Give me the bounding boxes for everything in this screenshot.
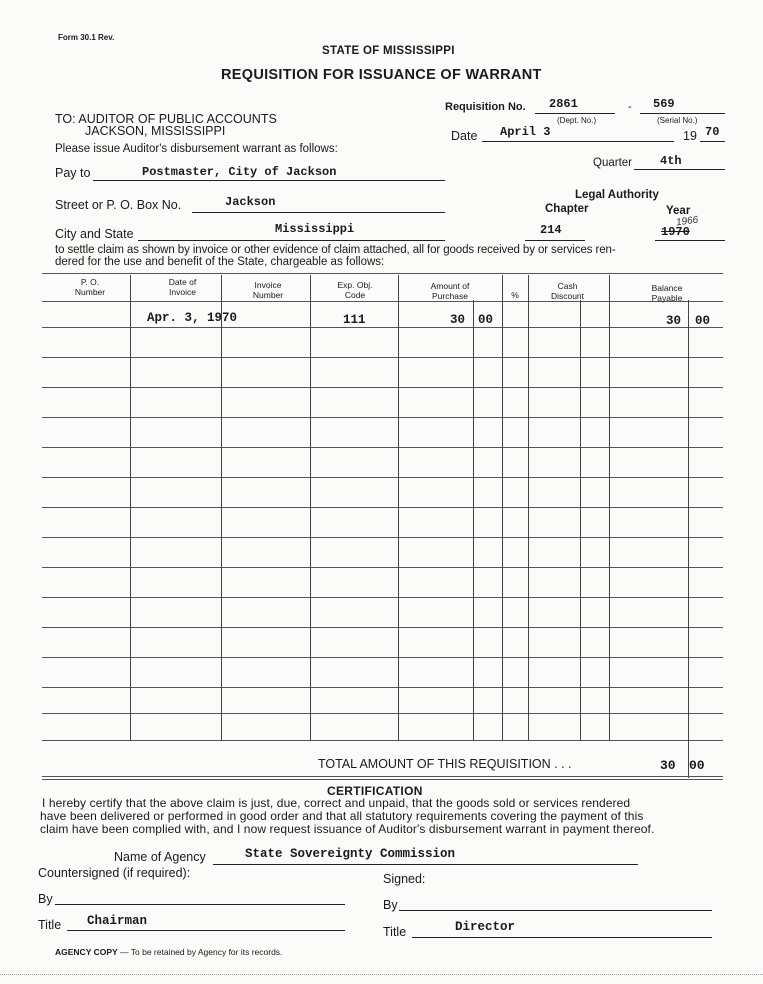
agency-value: State Sovereignty Commission xyxy=(245,847,456,861)
authority-year-value: 1970 xyxy=(661,225,690,239)
table-row-rule xyxy=(42,477,723,478)
table-top-rule xyxy=(42,273,723,274)
dept-no-line xyxy=(535,113,615,114)
city-label: City and State xyxy=(55,227,134,241)
agency-copy-label: AGENCY COPY xyxy=(55,947,118,957)
quarter-value: 4th xyxy=(660,154,682,168)
table-row-rule xyxy=(42,627,723,628)
certification-heading: CERTIFICATION xyxy=(327,784,423,798)
header-percent: % xyxy=(511,290,519,300)
jackson-line: JACKSON, MISSISSIPPI xyxy=(85,124,226,138)
street-value: Jackson xyxy=(225,195,276,209)
left-by-line xyxy=(55,904,345,905)
street-label: Street or P. O. Box No. xyxy=(55,198,182,212)
street-line xyxy=(192,212,445,213)
table-row-rule xyxy=(42,357,723,358)
table-row-rule xyxy=(42,657,723,658)
year-value-line xyxy=(655,240,725,241)
right-by-line xyxy=(399,910,712,911)
year-handwritten-correction: 1966 xyxy=(675,214,699,229)
total-rule-top xyxy=(42,776,723,777)
serial-no-value: 569 xyxy=(653,97,675,111)
table-row-rule xyxy=(42,507,723,508)
table-row-rule xyxy=(42,417,723,418)
dept-no-caption: (Dept. No.) xyxy=(557,116,597,125)
table-column-rule xyxy=(130,275,131,741)
total-label: TOTAL AMOUNT OF THIS REQUISITION . . . xyxy=(318,757,572,771)
header-exp-obj-code: Exp. Obj. Code xyxy=(337,280,373,300)
right-by-label: By xyxy=(383,898,398,912)
row1-balance-cents: 00 xyxy=(695,314,711,328)
table-row-rule xyxy=(42,567,723,568)
right-title-line xyxy=(412,937,712,938)
table-row-rule xyxy=(42,687,723,688)
table-column-rule xyxy=(688,300,689,778)
chapter-line xyxy=(525,240,585,241)
form-number: Form 30.1 Rev. xyxy=(58,33,115,42)
agency-line xyxy=(213,864,638,865)
total-dollars: 30 xyxy=(660,758,676,773)
row1-amount-dollars: 30 xyxy=(450,313,466,327)
table-row-rule xyxy=(42,597,723,598)
row1-amount-cents: 00 xyxy=(478,313,494,327)
table-column-rule xyxy=(310,275,311,741)
right-title-label: Title xyxy=(383,925,407,939)
table-row-rule xyxy=(42,537,723,538)
year-suffix: 70 xyxy=(705,125,720,139)
table-column-rule xyxy=(473,300,474,741)
header-po-number: P. O. Number xyxy=(74,277,106,297)
legal-authority-label: Legal Authority xyxy=(575,189,659,201)
dept-no-value: 2861 xyxy=(549,97,578,111)
total-rule-bottom xyxy=(42,779,723,780)
pay-to-line xyxy=(93,180,445,181)
date-value: April 3 xyxy=(500,125,551,139)
table-row-rule xyxy=(42,387,723,388)
form-title: REQUISITION FOR ISSUANCE OF WARRANT xyxy=(221,67,542,83)
settle-text-line2: dered for the use and benefit of the State, chargeable as follows: xyxy=(55,256,385,268)
table-bottom-rule xyxy=(42,740,723,741)
year-label: Year xyxy=(666,205,691,217)
quarter-label: Quarter xyxy=(593,157,632,169)
quarter-line xyxy=(634,169,725,170)
date-line xyxy=(482,141,674,142)
chapter-value: 214 xyxy=(540,223,562,237)
header-cash-discount: Cash Discount xyxy=(550,281,585,301)
requisition-dash: - xyxy=(628,101,632,113)
header-amount-of-purchase: Amount of Purchase xyxy=(430,281,470,301)
chapter-label: Chapter xyxy=(545,203,589,215)
certification-line3: claim have been complied with, and I now request issuance of Auditor's disbursement warrant in payment thereof. xyxy=(40,822,655,836)
header-date-of-invoice: Date of Invoice xyxy=(168,277,197,297)
table-column-rule xyxy=(398,275,399,741)
agency-label: Name of Agency xyxy=(114,850,206,864)
right-title-value: Director xyxy=(455,920,516,934)
to-line: TO: AUDITOR OF PUBLIC ACCOUNTS xyxy=(55,112,277,126)
year-line xyxy=(700,141,725,142)
agency-copy-text: — To be retained by Agency for its records. xyxy=(120,947,283,957)
table-column-rule xyxy=(221,275,222,741)
settle-text-line1: to settle claim as shown by invoice or other evidence of claim attached, all for goods received by or services ren- xyxy=(55,244,616,256)
left-title-line xyxy=(67,930,345,931)
city-line xyxy=(138,240,445,241)
left-by-label: By xyxy=(38,892,53,906)
row1-balance-dollars: 30 xyxy=(666,314,682,328)
countersigned-label: Countersigned (if required): xyxy=(38,866,191,880)
date-label: Date xyxy=(451,129,478,143)
requisition-label: Requisition No. xyxy=(445,101,526,113)
left-title-value: Chairman xyxy=(87,914,148,928)
table-row-rule xyxy=(42,713,723,714)
state-heading: STATE OF MISSISSIPPI xyxy=(322,45,455,57)
certification-line2: have been delivered or performed in good order and that all statutory requirements covering the payment of this xyxy=(40,809,644,823)
certification-line1: I hereby certify that the above claim is just, due, correct and unpaid, that the goods sold or services rendered xyxy=(42,796,631,810)
serial-no-line xyxy=(640,113,725,114)
year-prefix: 19 xyxy=(683,129,697,143)
table-row-rule xyxy=(42,327,723,328)
page-edge-perforation xyxy=(0,974,763,975)
table-column-rule xyxy=(609,275,610,741)
table-row-rule xyxy=(42,447,723,448)
header-invoice-number: Invoice Number xyxy=(252,280,284,300)
total-cents: 00 xyxy=(689,758,705,773)
row1-code: 111 xyxy=(343,313,366,327)
table-column-rule xyxy=(580,300,581,741)
serial-no-caption: (Serial No.) xyxy=(657,116,698,125)
left-title-label: Title xyxy=(38,918,62,932)
city-value: Mississippi xyxy=(275,222,355,236)
signed-label: Signed: xyxy=(383,872,426,886)
table-column-rule xyxy=(502,275,503,741)
header-balance-payable: Balance Payable xyxy=(651,283,683,303)
instruction-text: Please issue Auditor's disbursement warrant as follows: xyxy=(55,143,338,155)
pay-to-value: Postmaster, City of Jackson xyxy=(142,165,337,179)
row1-date: Apr. 3, 1970 xyxy=(147,311,238,325)
table-column-rule xyxy=(528,275,529,741)
agency-copy-note xyxy=(55,947,282,957)
pay-to-label: Pay to xyxy=(55,166,91,180)
